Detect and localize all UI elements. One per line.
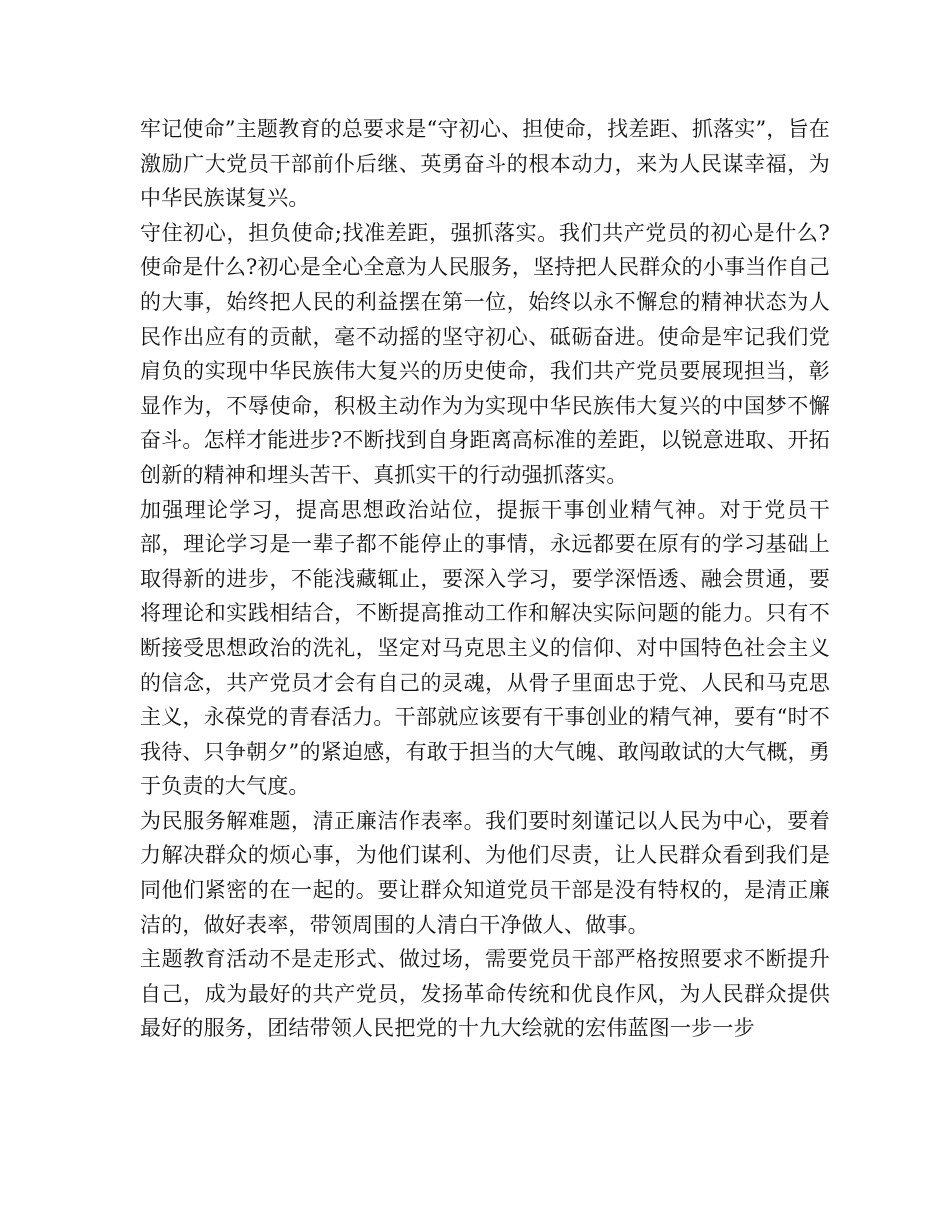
paragraph-serve-people: 为民服务解难题，清正廉洁作表率。我们要时刻谨记以人民为中心，要着力解决群众的烦心事，为他们谋利、为他们尽责，让人民群众看到我们是同他们紧密的在一起的。要让群众知道党员干部是没有特权的，是清正廉洁的，做好表率，带领周围的人清白干净做人、做事。 bbox=[140, 808, 830, 937]
paragraph-theme-education: 主题教育活动不是走形式、做过场，需要党员干部严格按照要求不断提升自己，成为最好的共产党员，发扬革命传统和优良作风，为人民群众提供最好的服务，团结带领人民把党的十九大绘就的宏伟蓝图一步一步 bbox=[140, 947, 830, 1041]
paragraph-mission-requirements: 牢记使命”主题教育的总要求是“守初心、担使命，找差距、抓落实”，旨在激励广大党员干部前仆后继、英勇奋斗的根本动力，来为人民谋幸福，为中华民族谋复兴。 bbox=[140, 117, 831, 211]
paragraph-original-aspiration: 守住初心，担负使命;找准差距，强抓落实。我们共产党员的初心是什么?使命是什么?初心是全心全意为人民服务，坚持把人民群众的小事当作自己的大事，始终把人民的利益摆在第一位，始终以永不懈怠的精神状态为人民作出应有的贡献，毫不动摇的坚守初心、砥砺奋进。使命是牢记我们党肩负的实现中华民族伟大复兴的历史使命，我们共产党员要展现担当，彰显作为，不辱使命，积极主动作为为实现中华民族伟大复兴的中国梦不懈奋斗。怎样才能进步?不断找到自身距离高标准的差距，以锐意进取、开拓创新的精神和埋头苦干、真抓实干的行动强抓落实。 bbox=[140, 220, 830, 487]
document-body bbox=[140, 112, 830, 1046]
paragraph-theory-study: 加强理论学习，提高思想政治站位，提振干事创业精气神。对于党员干部，理论学习是一辈子都不能停止的事情，永远都要在原有的学习基础上取得新的进步，不能浅藏辄止，要深入学习，要学深悟透、融会贯通，要将理论和实践相结合，不断提高推动工作和解决实际问题的能力。只有不断接受思想政治的洗礼，坚定对马克思主义的信仰、对中国特色社会主义的信念，共产党员才会有自己的灵魂，从骨子里面忠于党、人民和马克思主义，永葆党的青春活力。干部就应该要有干事创业的精气神，要有“时不我待、只争朝夕”的紧迫感，有敢于担当的大气魄、敢闯敢试的大气概，勇于负责的大气度。 bbox=[140, 497, 830, 799]
